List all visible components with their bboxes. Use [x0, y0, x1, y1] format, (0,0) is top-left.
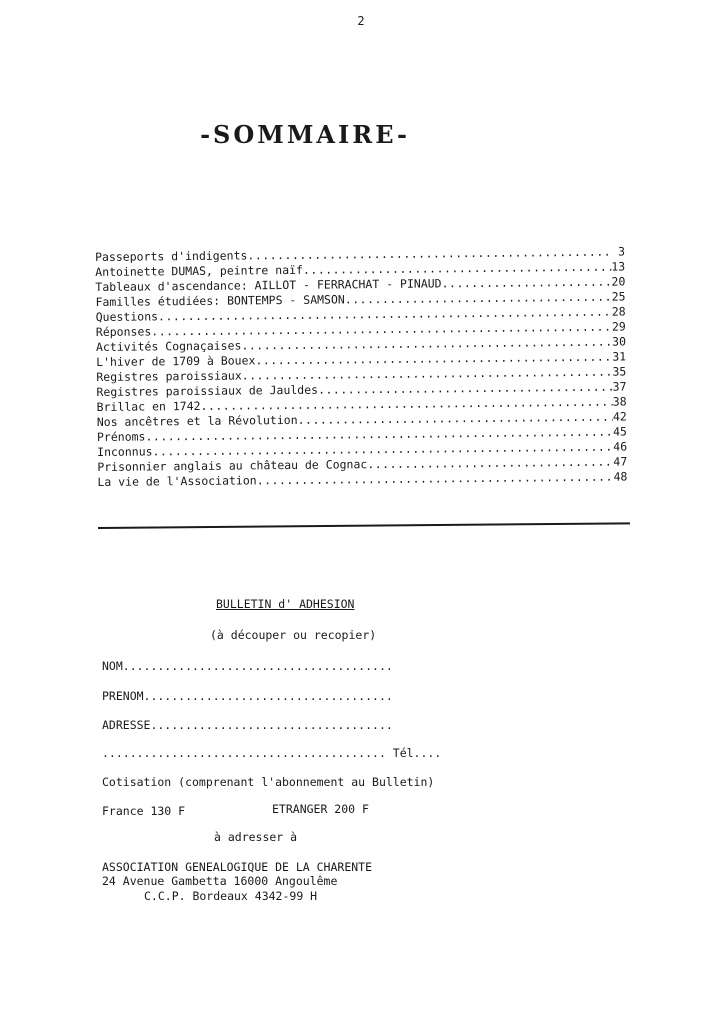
association-name: ASSOCIATION GENEALOGIQUE DE LA CHARENTE [102, 860, 373, 874]
toc-entry-page: 25 [611, 289, 626, 304]
toc-entry-title: Tableaux d'ascendance: AILLOT - FERRACHAT - PINAUD [95, 276, 442, 294]
toc-entry-page: 48 [613, 469, 628, 484]
toc-entry-title: Passeports d'indigents [95, 248, 248, 264]
toc-entry-title: Brillac en 1742 [96, 398, 201, 414]
toc-entry-page: 38 [612, 394, 627, 409]
toc-entry-title: Antoinette DUMAS, peintre naïf [95, 262, 304, 279]
association-address: 24 Avenue Gambetta 16000 Angoulême [102, 874, 338, 888]
adresse-field[interactable]: ADRESSE................................... [102, 718, 393, 732]
form-heading: BULLETIN d' ADHESION [216, 597, 355, 611]
toc-entry-page: 42 [612, 409, 627, 424]
toc-entry-title: La vie de l'Association [97, 473, 257, 489]
toc-entry-title: Familles étudiées: BONTEMPS - SAMSON [95, 292, 345, 309]
toc-entry-page: 31 [612, 349, 627, 364]
toc-entry-title: Activités Cognaçaises [95, 338, 242, 354]
cotisation-text: Cotisation (comprenant l'abonnement au Bulletin) [102, 775, 435, 789]
toc-entry-page: 37 [612, 379, 627, 394]
price-etranger: ETRANGER 200 F [272, 802, 369, 816]
toc-entry-page: 45 [612, 424, 628, 439]
toc-entry-page: 47 [613, 454, 628, 469]
toc-entry-page: 35 [612, 364, 627, 379]
page-number: 2 [357, 14, 365, 28]
toc-entry-page: 3 [618, 244, 626, 259]
toc-entry-title: Nos ancêtres et la Révolution [96, 412, 298, 429]
price-france: France 130 F [102, 804, 186, 818]
toc-entry-page: 30 [612, 334, 627, 349]
table-of-contents [95, 244, 627, 490]
toc-entry-page: 13 [611, 259, 626, 274]
toc-entry-title: Questions [95, 309, 159, 324]
toc-entry-title: Réponses [95, 324, 152, 339]
toc-entry-title: Registres paroissiaux [96, 368, 242, 384]
nom-field[interactable]: NOM....................................... [102, 659, 393, 673]
page-title: -SOMMAIRE- [200, 120, 410, 149]
toc-entry-page: 29 [611, 319, 626, 334]
toc-entry-title: Inconnus [97, 444, 153, 459]
toc-entry-title: L'hiver de 1709 à Bouex [96, 353, 256, 369]
toc-dot-leader [257, 470, 614, 489]
form-subheading: (à découper ou recopier) [210, 628, 377, 642]
toc-entry-title: Prisonnier anglais au château de Cognac [97, 457, 368, 474]
association-ccp: C.C.P. Bordeaux 4342-99 H [144, 889, 318, 903]
toc-entry-page: 46 [613, 439, 628, 454]
prenom-field[interactable]: PRENOM.................................... [102, 689, 393, 703]
toc-entry-title: Prénoms [96, 429, 146, 444]
toc-entry-title: Registres paroissiaux de Jauldes [96, 382, 319, 399]
send-to-label: à adresser à [214, 830, 298, 844]
toc-entry-page: 20 [611, 274, 626, 289]
divider [98, 522, 630, 529]
address-tel-field[interactable]: ......................................... Tél.... [102, 746, 442, 760]
toc-dot-leader [441, 275, 611, 292]
toc-entry-page: 28 [611, 304, 626, 319]
